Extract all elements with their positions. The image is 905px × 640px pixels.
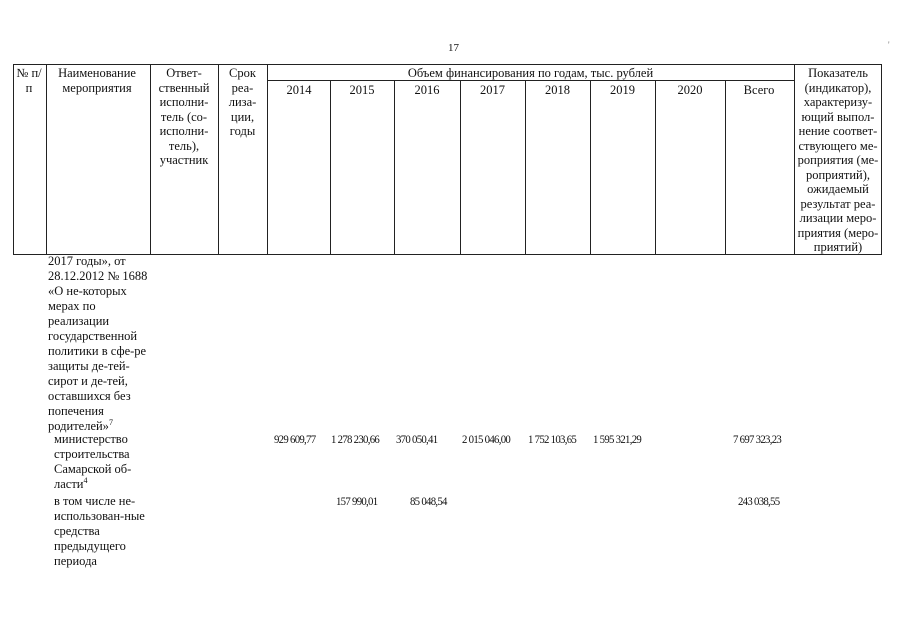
grid-line <box>460 80 461 255</box>
grid-line <box>218 64 219 255</box>
grid-line <box>655 80 656 255</box>
grid-line <box>881 64 882 255</box>
page-number: 17 <box>448 42 459 54</box>
value-2017: 2 015 046,00 <box>462 432 511 446</box>
header-col-term: Срок реа-лиза-ции, годы <box>228 66 257 138</box>
header-col-responsible: Ответ-ственный исполни-тель (со-исполни-тель), участник <box>158 66 210 167</box>
header-year-2019: 2019 <box>610 83 635 97</box>
ministry-label <box>54 432 154 492</box>
footnote-ref: 4 <box>83 475 88 485</box>
grid-line <box>268 80 794 81</box>
unused-value-2015: 157 990,01 <box>336 494 378 508</box>
value-2019: 1 595 321,29 <box>593 432 642 446</box>
header-year-2018: 2018 <box>545 83 570 97</box>
grid-line <box>525 80 526 255</box>
grid-line <box>590 80 591 255</box>
grid-line <box>330 80 331 255</box>
grid-line <box>794 64 795 255</box>
header-col-number: № п/п <box>16 66 42 95</box>
value-2016: 370 050,41 <box>396 432 438 446</box>
footnote-ref: 7 <box>108 417 113 427</box>
unused-value-2016: 85 048,54 <box>410 494 447 508</box>
value-2014: 929 609,77 <box>274 432 316 446</box>
grid-line <box>725 80 726 255</box>
grid-line <box>46 64 47 255</box>
unused-label: в том числе не-использован-ные средства предыдущего периода <box>54 494 145 568</box>
value-total: 7 697 323,23 <box>733 432 782 446</box>
grid-line <box>13 64 881 65</box>
value-2018: 1 752 103,65 <box>528 432 577 446</box>
grid-line <box>394 80 395 255</box>
grid-line <box>267 64 268 255</box>
header-col-funding: Объем финансирования по годам, тыс. рублей <box>407 66 654 80</box>
scan-mark: ' <box>888 40 890 50</box>
header-year-2017: 2017 <box>480 83 505 97</box>
header-year-2020: 2020 <box>677 83 703 97</box>
header-total: Всего <box>743 83 775 97</box>
header-year-2014: 2014 <box>286 83 312 97</box>
ministry-label-text: министерство строительства Самарской об-ласти <box>54 432 132 491</box>
header-col-indicator: Показатель (индикатор), характеризу-ющий выпол-нение соответ-ствующего ме-роприятия (ме-роприятий), ожидаемый результат реа-лизации меро-приятия (меро-приятий) <box>797 66 879 254</box>
header-year-2016: 2016 <box>414 83 440 97</box>
header-year-2015: 2015 <box>349 83 375 97</box>
unused-value-total: 243 038,55 <box>738 494 780 508</box>
grid-line <box>13 64 14 255</box>
grid-line <box>150 64 151 255</box>
continuation-text-body: 2017 годы», от 28.12.2012 № 1688 «О не-которых мерах по реализации государственной политики в сфе-ре защиты де-тей-сирот и де-тей, оставшихся без попечения родителей» <box>48 254 148 433</box>
continuation-text <box>48 254 158 434</box>
value-2015: 1 278 230,66 <box>331 432 380 446</box>
header-col-name: Наименование мероприятия <box>58 66 136 95</box>
